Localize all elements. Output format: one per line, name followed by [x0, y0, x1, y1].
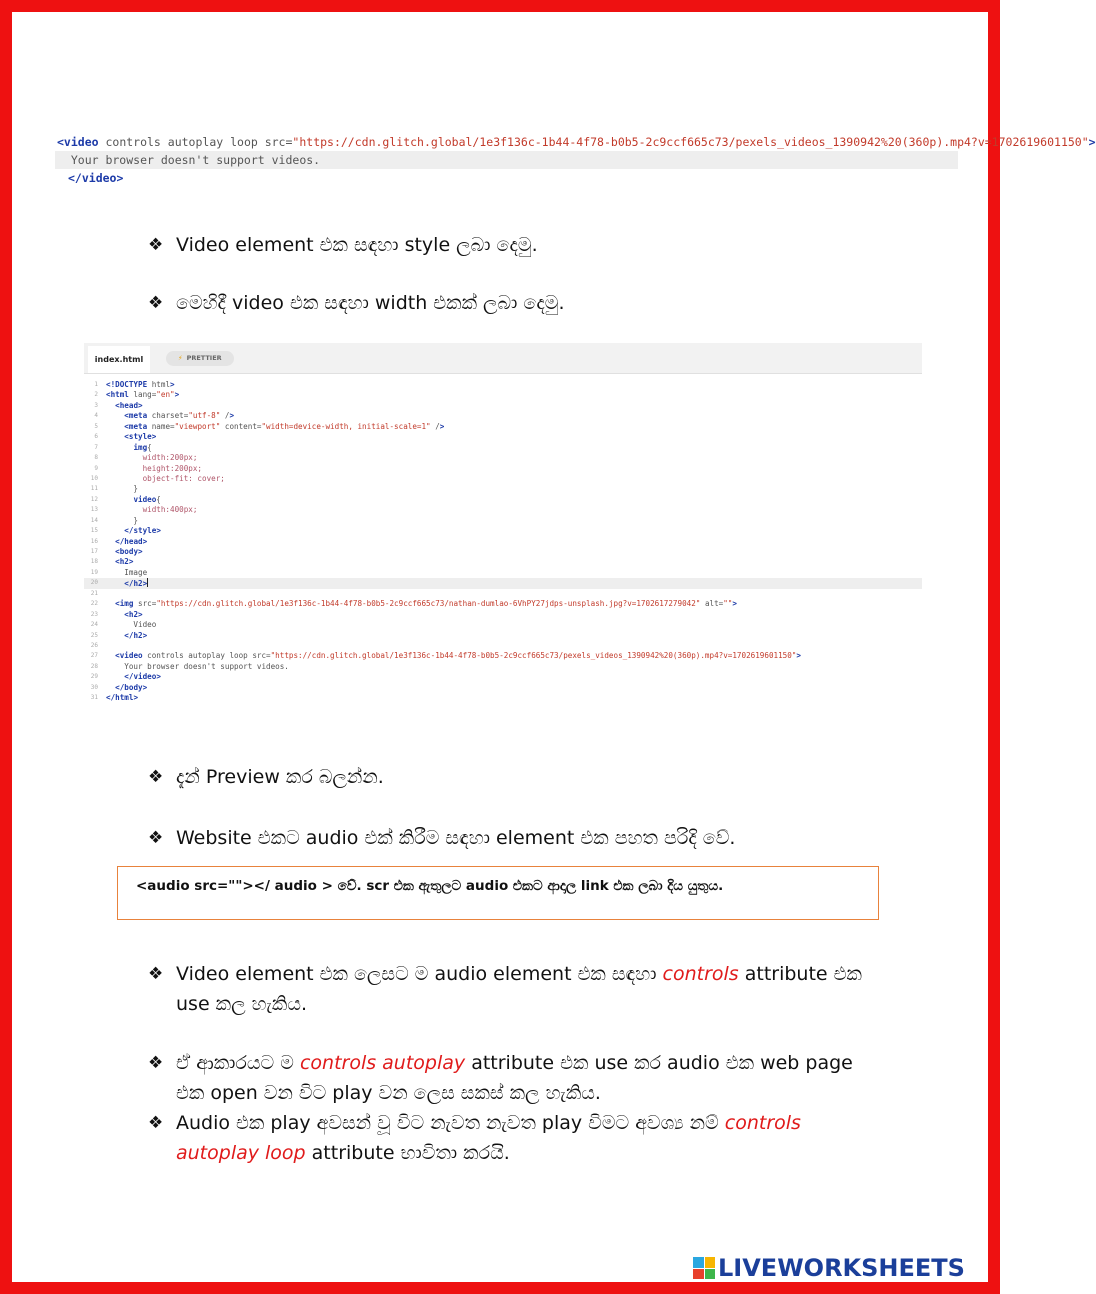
code-line: [84, 505, 922, 515]
code-line: [84, 651, 922, 661]
bullet-style-video: ❖ Video element එක සඳහා style ලබා දෙමු.: [148, 234, 538, 256]
code-line: [84, 443, 922, 453]
line-source: <head>: [115, 400, 143, 410]
line-source: <style>: [124, 432, 157, 442]
line-number: 21: [90, 589, 98, 597]
line-number: 1: [94, 381, 98, 388]
line-source: }: [106, 484, 139, 494]
code-line: [84, 401, 922, 411]
line-source: Your browser doesn't support videos.: [106, 661, 289, 671]
line-source: video{: [133, 494, 161, 504]
code-line: [84, 474, 922, 484]
line-number: 29: [90, 673, 98, 681]
line-number: 3: [94, 401, 98, 409]
snippet-fallback-text: Your browser doesn't support videos.: [55, 151, 958, 169]
line-number: 8: [94, 454, 98, 462]
line-source: <body>: [115, 547, 143, 556]
line-number: 18: [90, 558, 98, 566]
code-line: [84, 411, 922, 421]
line-number: 7: [94, 443, 98, 451]
prettier-button: ⚡ PRETTIER: [166, 351, 234, 366]
code-line: [84, 422, 922, 432]
code-line: [84, 453, 922, 463]
line-source: </h2>: [124, 630, 148, 640]
code-line: [84, 568, 922, 578]
line-number: 30: [90, 683, 98, 691]
line-source: Video: [106, 620, 157, 630]
line-source: width:400px;: [106, 505, 198, 515]
line-number: 10: [90, 474, 98, 482]
line-number: 20: [90, 579, 98, 587]
code-line: [84, 631, 922, 641]
line-source: height:200px;: [106, 463, 203, 473]
bullet-preview: ❖ දැන් Preview කර බලන්න.: [148, 766, 384, 788]
code-editor-screenshot: [84, 343, 922, 715]
line-number: 9: [94, 464, 98, 472]
line-number: 5: [94, 422, 98, 430]
code-line: [84, 693, 922, 703]
bullet-autoplay: ❖ ඒ ආකාරයට ම controls autoplay attribute එක use කර audio එක web page එක open වන විට play වන ලෙස සකස් කල හැකිය.: [148, 1052, 853, 1104]
line-source: <html lang="en">: [106, 390, 180, 400]
line-source: </video>: [124, 672, 161, 682]
line-number: 15: [90, 527, 98, 535]
line-number: 17: [90, 548, 98, 555]
line-source: </style>: [124, 526, 161, 536]
code-line: [84, 464, 922, 474]
code-line: [84, 537, 922, 547]
code-line: [84, 672, 922, 682]
line-number: 26: [90, 641, 98, 649]
editor-tab-bar: [84, 343, 922, 374]
code-line: [84, 589, 922, 599]
line-source: width:200px;: [106, 453, 198, 463]
line-source: img{: [133, 442, 152, 452]
line-source: </html>: [106, 693, 139, 703]
line-source: <!DOCTYPE html>: [106, 380, 175, 389]
code-line: [84, 578, 922, 588]
line-number: 24: [90, 621, 98, 629]
line-number: 27: [90, 652, 98, 660]
line-number: 25: [90, 631, 98, 639]
audio-note-box: [117, 866, 879, 920]
code-line: [84, 683, 922, 693]
code-line: [84, 484, 922, 494]
code-line: [84, 495, 922, 505]
line-number: 23: [90, 610, 98, 618]
line-number: 12: [90, 495, 98, 503]
line-source: <meta name="viewport" content="width=device-width, initial-scale=1" />: [124, 421, 445, 431]
code-line: [84, 620, 922, 630]
line-source: object-fit: cover;: [106, 473, 225, 483]
video-code-snippet: <video controls autoplay loop src="https://cdn.glitch.global/1e3f136c-1b44-4f78-b0b5-2c9ccf665c73/pexels_videos_1390942%20(360p).mp4?v=1702619601150"> Your browser doesn't support videos. </video>: [57, 135, 1096, 185]
code-line: [84, 432, 922, 442]
bullet-width-video: ❖ මෙහිදී video එක සඳහා width එකක් ලබා දෙමු.: [148, 292, 565, 314]
line-source: }: [106, 515, 139, 525]
code-line: [84, 547, 922, 557]
liveworksheets-logo-icon: [693, 1257, 715, 1279]
snippet-close-tag: </video>: [68, 171, 124, 185]
line-source: Image: [106, 567, 148, 577]
line-source: </body>: [115, 682, 148, 692]
audio-note-text: <audio src=""></ audio > වේ. scr එක ඇතුලට audio එකට ආදාල link එක ලබා දිය යුතුය.: [136, 878, 724, 894]
line-number: 28: [90, 662, 98, 670]
lightning-icon: ⚡: [178, 354, 183, 362]
bullet-controls: ❖ Video element එක ලෙසට ම audio element එක සඳහා controls attribute එක use කල හැකිය.: [148, 963, 862, 1015]
liveworksheets-logo: LIVEWORKSHEETS: [693, 1254, 965, 1282]
code-line: [84, 526, 922, 536]
tab-index-html: index.html: [88, 346, 150, 373]
code-line: [84, 641, 922, 651]
code-line: [84, 662, 922, 672]
line-number: 16: [90, 537, 98, 545]
bullet-loop: ❖ Audio එක play අවසන් වූ විට නැවත නැවත play විමට අවශ්‍ය නම් controls autoplay loop attribute භාවිතා කරයි.: [148, 1112, 801, 1164]
code-line: [84, 599, 922, 609]
line-source: <h2>: [115, 557, 134, 567]
code-line: [84, 380, 922, 390]
line-source: <img src="https://cdn.glitch.global/1e3f136c-1b44-4f78-b0b5-2c9ccf665c73/nathan-dumlao-6VhPY27jdps-unsplash.jpg?v=1702617279042" alt="">: [115, 599, 737, 609]
line-number: 13: [90, 506, 98, 514]
line-source: <meta charset="utf-8" />: [124, 411, 235, 421]
code-line: [84, 516, 922, 526]
editor-code: [84, 380, 922, 704]
line-number: 19: [90, 568, 98, 576]
line-source: <video controls autoplay loop src="https://cdn.glitch.global/1e3f136c-1b44-4f78-b0b5-2c9ccf665c73/pexels_videos_1390942%20(360p).mp4?v=1702619601150">: [115, 651, 801, 661]
line-number: 11: [90, 485, 98, 493]
line-source: </h2>: [124, 579, 148, 589]
line-number: 31: [90, 694, 98, 702]
code-line: [84, 610, 922, 620]
line-number: 4: [94, 412, 98, 420]
code-line: [84, 557, 922, 567]
line-number: 2: [94, 391, 98, 399]
code-line: [84, 390, 922, 400]
line-number: 6: [94, 433, 98, 441]
line-source: <h2>: [124, 609, 143, 619]
bullet-audio-element: ❖ Website එකට audio එක් කිරීම සඳහා element එක පහත පරිදි වේ.: [148, 827, 736, 849]
line-number: 22: [90, 600, 98, 608]
line-source: </head>: [115, 536, 148, 546]
line-number: 14: [90, 516, 98, 524]
